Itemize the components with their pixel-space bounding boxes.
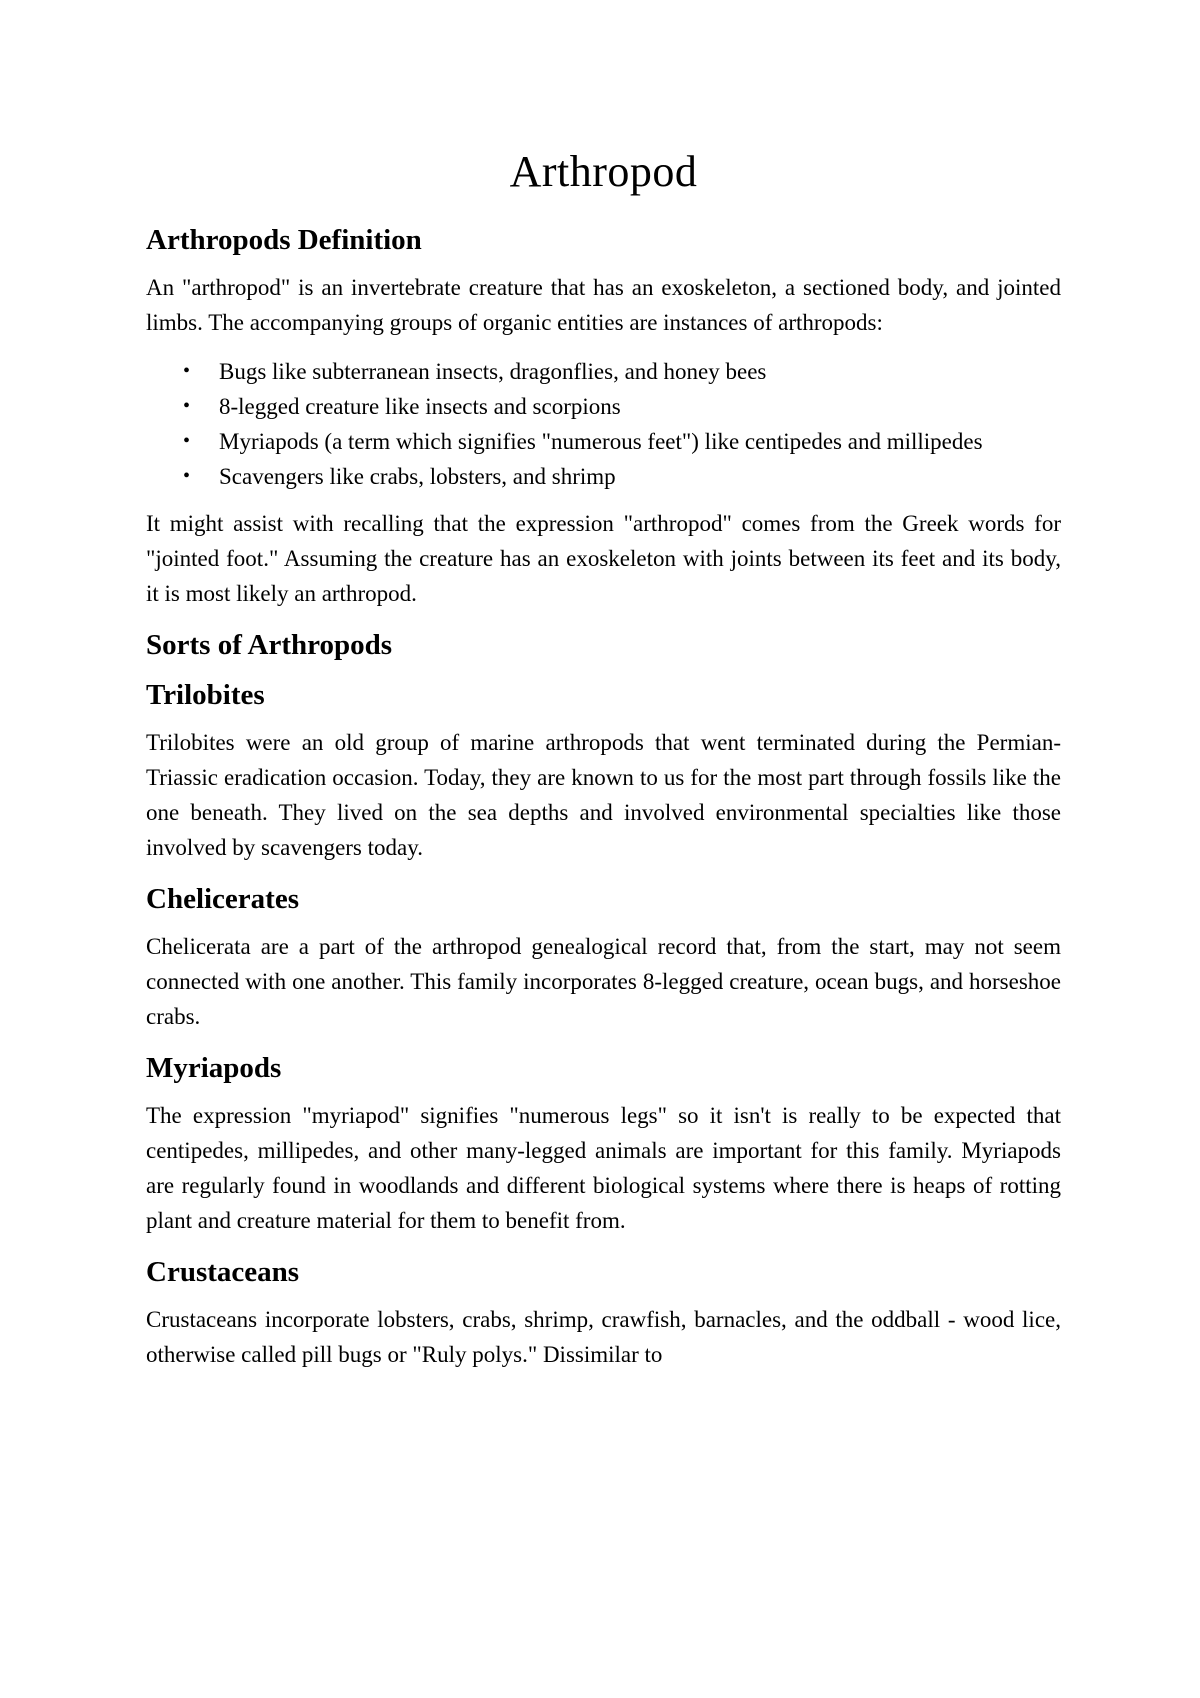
crustaceans-body: Crustaceans incorporate lobsters, crabs, shrimp, crawfish, barnacles, and the oddball - wood lice, otherwise called pill bugs or "Ruly polys." Dissimilar to: [146, 1307, 1061, 1367]
document-title: Arthropod: [509, 147, 698, 196]
bullet-icon: •: [183, 360, 191, 382]
chelicerates-body: Chelicerata are a part of the arthropod genealogical record that, from the start, may not seem connected with one another. This family incorporates 8-legged creature, ocean bugs, and horseshoe crabs.: [146, 934, 1061, 1029]
heading-chelicerates: Chelicerates: [146, 883, 299, 915]
heading-sorts: Sorts of Arthropods: [146, 629, 392, 661]
heading-crustaceans: Crustaceans: [146, 1256, 300, 1288]
list-item: • Myriapods (a term which signifies "numerous feet") like centipedes and millipedes: [219, 424, 1061, 459]
definition-outro: It might assist with recalling that the expression "arthropod" comes from the Greek words for "jointed foot." Assuming the creature has an exoskeleton with joints between its feet and its body, it is most likely an arthropod.: [146, 511, 1061, 606]
myriapods-body: The expression "myriapod" signifies "numerous legs" so it isn't is really to be expected that centipedes, millipedes, and other many-legged animals are important for this family. Myriapods are regularly found in woodlands and different biological systems where there is heaps of rotting plant and creature material for them to benefit from.: [146, 1103, 1061, 1233]
list-item: • 8-legged creature like insects and scorpions: [219, 389, 1061, 424]
document-page: [146, 140, 1061, 1386]
definition-intro: An "arthropod" is an invertebrate creature that has an exoskeleton, a sectioned body, and jointed limbs. The accompanying groups of organic entities are instances of arthropods:: [146, 275, 1061, 335]
bullet-icon: •: [183, 395, 191, 417]
heading-definition: Arthropods Definition: [146, 224, 422, 256]
arthropod-examples-list: [146, 354, 1061, 494]
heading-myriapods: Myriapods: [146, 1052, 282, 1084]
bullet-icon: •: [183, 430, 191, 452]
trilobites-body: Trilobites were an old group of marine arthropods that went terminated during the Permian-Triassic eradication occasion. Today, they are known to us for the most part through fossils like the one beneath. They lived on the sea depths and involved environmental specialties like those involved by scavengers today.: [146, 730, 1061, 860]
heading-trilobites: Trilobites: [146, 679, 265, 711]
list-item: • Bugs like subterranean insects, dragonflies, and honey bees: [219, 354, 1061, 389]
list-item: • Scavengers like crabs, lobsters, and shrimp: [219, 459, 1061, 494]
bullet-icon: •: [183, 465, 191, 487]
